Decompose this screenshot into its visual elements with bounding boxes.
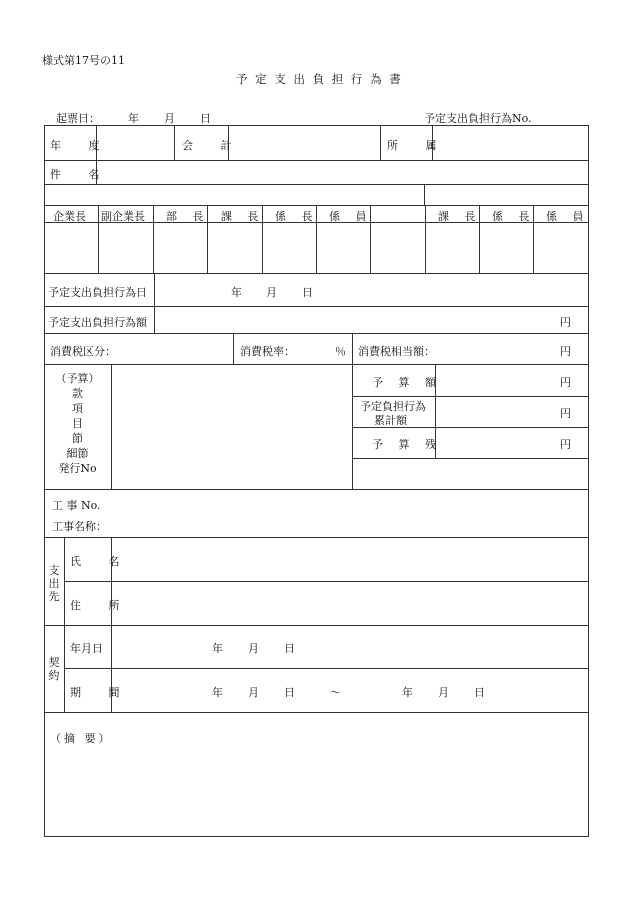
act-amount-unit: 円 [560, 316, 571, 329]
contract-date-label: 年月日 [70, 642, 103, 655]
period-start-year: 年 [212, 686, 223, 699]
act-no-label: 予定支出負担行為No. [424, 112, 532, 125]
issue-date-year: 年 [128, 112, 139, 125]
issue-date-day: 日 [200, 112, 211, 125]
period-start-day: 日 [284, 686, 295, 699]
tax-rate-unit: ％ [335, 345, 346, 358]
construction-name-label: 工事名称： [52, 520, 107, 533]
cumulative-label-2: 累計額 [374, 414, 407, 427]
approval-header-8: 課 長 [438, 210, 482, 223]
period-end-day: 日 [474, 686, 485, 699]
contract-date-month: 月 [248, 642, 259, 655]
budget-remaining-label: 予 算 残 [372, 438, 442, 451]
approval-header-4: 課 長 [221, 210, 265, 223]
approval-header-3: 部 長 [166, 210, 210, 223]
fiscal-year-label: 年 度 [50, 139, 112, 152]
form-number: 様式第17号の11 [42, 54, 125, 67]
contract-group-label: 契 約 [48, 656, 60, 682]
approval-header-6: 係 員 [329, 210, 373, 223]
tax-rate-label: 消費税率： [240, 345, 295, 358]
contract-date-year: 年 [212, 642, 223, 655]
cumulative-unit: 円 [560, 407, 571, 420]
act-date-label: 予定支出負担行為日 [48, 286, 147, 299]
contract-date-day: 日 [284, 642, 295, 655]
act-amount-label: 予定支出負担行為額 [48, 316, 147, 329]
approval-header-1: 企業長 [53, 210, 86, 223]
budget-amount-label: 予 算 額 [372, 376, 442, 389]
contract-period-label: 期 間 [70, 686, 132, 699]
period-tilde: ～ [330, 686, 341, 699]
tax-category-label: 消費税区分： [50, 345, 116, 358]
payee-name-label: 氏 名 [70, 555, 132, 568]
affiliation-label: 所 属 [387, 139, 449, 152]
budget-item: 項 [72, 402, 83, 415]
issue-date-label: 起票日： [56, 112, 100, 125]
budget-item: 款 [72, 387, 83, 400]
payee-address-label: 住 所 [70, 599, 132, 612]
approval-header-9: 係 長 [492, 210, 536, 223]
budget-item: 発行No [58, 462, 97, 475]
construction-no-label: 工 事 No. [52, 499, 101, 512]
budget-item: 目 [72, 417, 83, 430]
act-date-day: 日 [302, 286, 313, 299]
period-end-month: 月 [438, 686, 449, 699]
cumulative-label-1: 予定負担行為 [360, 400, 426, 413]
page-title: 予 定 支 出 負 担 行 為 書 [236, 72, 403, 86]
subject-label: 件 名 [50, 168, 112, 181]
approval-header-10: 係 員 [546, 210, 590, 223]
budget-remaining-unit: 円 [560, 438, 571, 451]
account-label: 会 計 [182, 139, 244, 152]
budget-item: 節 [72, 432, 83, 445]
tax-amount-unit: 円 [560, 345, 571, 358]
act-date-year: 年 [231, 286, 242, 299]
approval-header-5: 係 長 [275, 210, 319, 223]
budget-items [44, 372, 111, 477]
act-date-month: 月 [266, 286, 277, 299]
budget-amount-unit: 円 [560, 376, 571, 389]
summary-label: （摘 要） [50, 732, 113, 745]
tax-amount-label: 消費税相当額： [358, 345, 435, 358]
issue-date-month: 月 [164, 112, 175, 125]
budget-item: 細節 [66, 447, 89, 460]
approval-header-2: 副企業長 [101, 210, 145, 223]
period-end-year: 年 [402, 686, 413, 699]
period-start-month: 月 [248, 686, 259, 699]
payee-group-label: 支 出 先 [48, 564, 60, 603]
budget-item: （予算） [55, 372, 100, 385]
